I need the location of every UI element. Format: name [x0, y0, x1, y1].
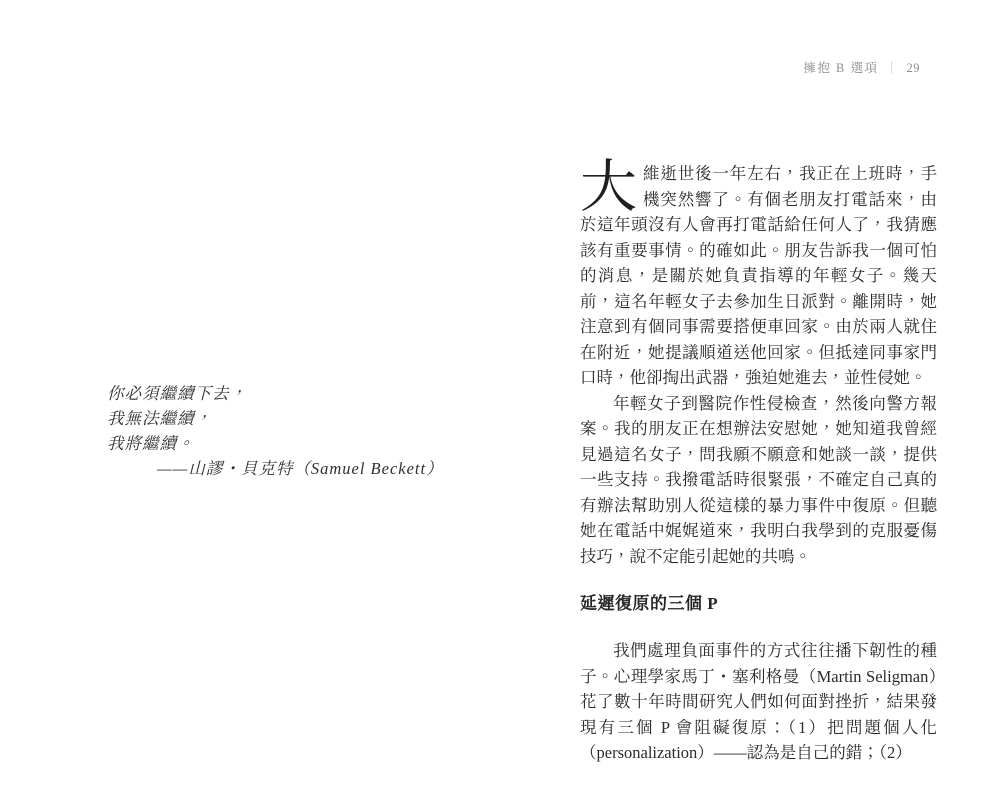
epigraph-line-2: 我無法繼續，: [107, 409, 212, 428]
opening-paragraph-text: 維逝世後一年左右，我正在上班時，手機突然響了。有個老朋友打電話來，由於這年頭沒有人會再打電話給任何人了，我猜應該有重要事情。的確如此。朋友告訴我一個可怕的消息，是關於她負責指導的年輕女子。幾天前，這名年輕女子去參加生日派對。離開時，她注意到有個同事需要搭便車回家。由於兩人就住在附近，她提議順道送他回家。但抵達同事家門口時，他卻掏出武器，強迫她進去，並性侵她。: [580, 164, 937, 387]
running-head: [803, 61, 920, 76]
paragraph: [580, 638, 937, 766]
epigraph: [107, 381, 444, 481]
page-number: 29: [906, 61, 920, 75]
epigraph-attribution: ——山謬・貝克特（Samuel Beckett）: [157, 459, 444, 478]
section-heading: 延遲復原的三個 P: [580, 594, 719, 613]
opening-paragraph: [580, 156, 937, 391]
epigraph-line-1: 你必須繼續下去，: [107, 384, 247, 403]
paragraph: [580, 391, 937, 570]
paragraph-text: 年輕女子到醫院作性侵檢查，然後向警方報案。我的朋友正在想辦法安慰她，她知道我曾經見過這名女子，問我願不願意和她談一談，提供一些支持。我撥電話時很緊張，不確定自己真的有辦法幫助別人從這樣的暴力事件中復原。但聽她在電話中娓娓道來，我明白我學到的克服憂傷技巧，說不定能引起她的共鳴。: [580, 393, 937, 566]
main-text-column: [580, 156, 937, 766]
running-head-separator: ｜: [885, 61, 900, 75]
paragraph-text: 我們處理負面事件的方式往往播下韌性的種子。心理學家馬丁・塞利格曼（Martin Seligman）花了數十年時間研究人們如何面對挫折，結果發現有三個 P 會阻礙復原：（1）把問題個人化（personalization）——認為是自己的錯；（2）: [580, 641, 937, 762]
drop-cap: 大: [580, 156, 637, 219]
epigraph-line-3: 我將繼續。: [107, 434, 195, 453]
running-head-book-title: 擁抱 B 選項: [803, 61, 879, 75]
